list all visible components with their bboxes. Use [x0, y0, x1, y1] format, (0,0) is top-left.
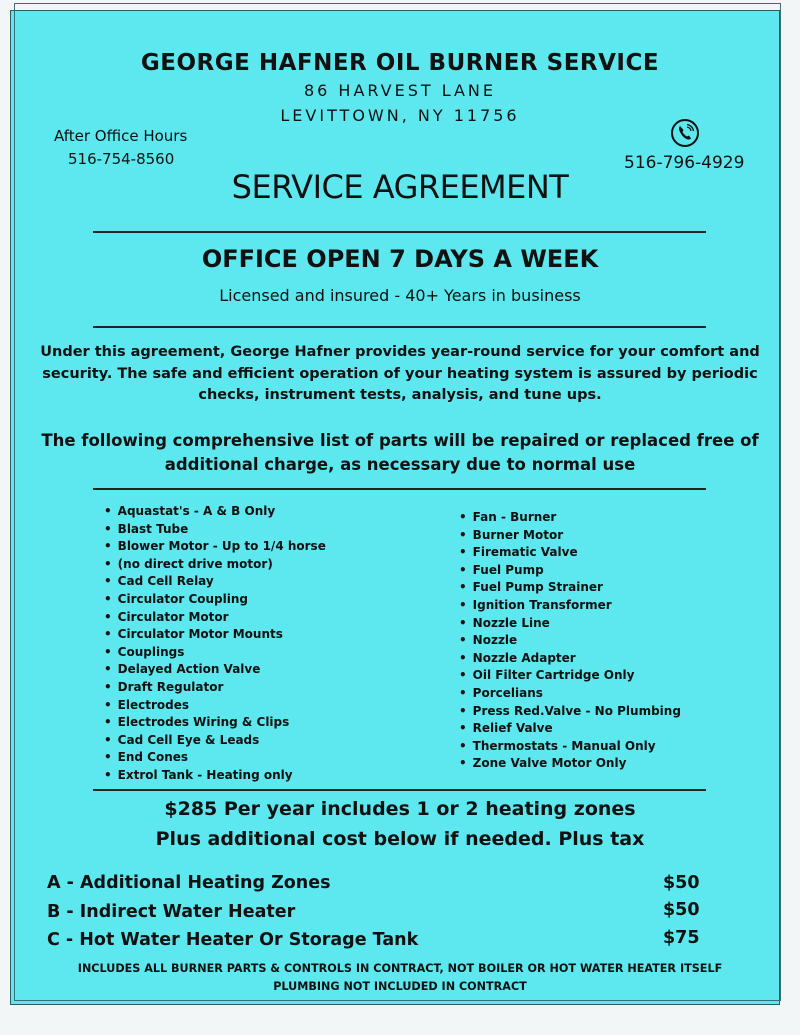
city-address: LEVITTOWN, NY 11756 [280, 106, 520, 125]
list-item: • End Cones [104, 749, 326, 767]
addon-label: A - Additional Heating Zones [47, 873, 331, 893]
list-item: • Delayed Action Valve [104, 661, 326, 679]
phone-icon [670, 118, 700, 148]
list-item: • Fan - Burner [459, 509, 681, 527]
list-item: • Cad Cell Eye & Leads [104, 732, 326, 750]
company-name: GEORGE HAFNER OIL BURNER SERVICE [140, 50, 660, 76]
list-item: • Fuel Pump Strainer [459, 579, 681, 597]
price-line: $285 Per year includes 1 or 2 heating zones [164, 798, 636, 820]
parts-list-left [104, 503, 326, 785]
office-tagline: Licensed and insured - 40+ Years in business [219, 286, 581, 305]
list-item: • Firematic Valve [459, 544, 681, 562]
footer-note: INCLUDES ALL BURNER PARTS & CONTROLS IN CONTRACT, NOT BOILER OR HOT WATER HEATER ITSELF [77, 962, 723, 975]
addon-label: B - Indirect Water Heater [47, 902, 296, 922]
list-item: • Press Red.Valve - No Plumbing [459, 703, 681, 721]
intro-paragraph: Under this agreement, George Hafner provides year-round service for your comfort and security. The safe and efficient operation of your heating system is assured by periodic checks, instrument tests, analysis, and tune ups. [40, 344, 760, 403]
divider [93, 326, 706, 328]
parts-list-right [459, 509, 681, 773]
footer-note: PLUMBING NOT INCLUDED IN CONTRACT [273, 980, 527, 993]
list-item: • Zone Valve Motor Only [459, 755, 681, 773]
list-item: • Nozzle Adapter [459, 650, 681, 668]
page-title: SERVICE AGREEMENT [231, 168, 569, 206]
addon-price: $75 [663, 928, 700, 948]
list-item: • Cad Cell Relay [104, 573, 326, 591]
list-item: • Circulator Motor [104, 609, 326, 627]
list-item: • Blast Tube [104, 521, 326, 539]
list-item: • Aquastat's - A & B Only [104, 503, 326, 521]
list-item: • Nozzle [459, 632, 681, 650]
list-item: • Porcelians [459, 685, 681, 703]
divider [93, 789, 706, 791]
list-item: • Couplings [104, 644, 326, 662]
list-item: • Nozzle Line [459, 615, 681, 633]
list-item: • Circulator Coupling [104, 591, 326, 609]
list-item: • Oil Filter Cartridge Only [459, 667, 681, 685]
addon-price: $50 [663, 900, 700, 920]
street-address: 86 HARVEST LANE [303, 81, 497, 100]
list-item: • Relief Valve [459, 720, 681, 738]
list-item: • Electrodes Wiring & Clips [104, 714, 326, 732]
list-item: • Electrodes [104, 697, 326, 715]
addon-price: $50 [663, 873, 700, 893]
after-hours-label: After Office Hours [54, 127, 188, 145]
list-item: • Fuel Pump [459, 562, 681, 580]
divider [93, 231, 706, 233]
after-hours-phone: 516-754-8560 [68, 150, 175, 168]
list-item: • Blower Motor - Up to 1/4 horse [104, 538, 326, 556]
addon-label: C - Hot Water Heater Or Storage Tank [47, 930, 419, 950]
divider [93, 488, 706, 490]
list-item: • Draft Regulator [104, 679, 326, 697]
list-item: • Extrol Tank - Heating only [104, 767, 326, 785]
list-item: • Circulator Motor Mounts [104, 626, 326, 644]
list-item: • Burner Motor [459, 527, 681, 545]
price-subline: Plus additional cost below if needed. Plus tax [155, 828, 645, 850]
list-item: • Ignition Transformer [459, 597, 681, 615]
list-item: • (no direct drive motor) [104, 556, 326, 574]
main-phone: 516-796-4929 [624, 153, 745, 173]
office-headline: OFFICE OPEN 7 DAYS A WEEK [201, 245, 599, 273]
list-item: • Thermostats - Manual Only [459, 738, 681, 756]
parts-heading: The following comprehensive list of parts will be repaired or replaced free of additional charge, as necessary due to normal use [41, 431, 759, 474]
